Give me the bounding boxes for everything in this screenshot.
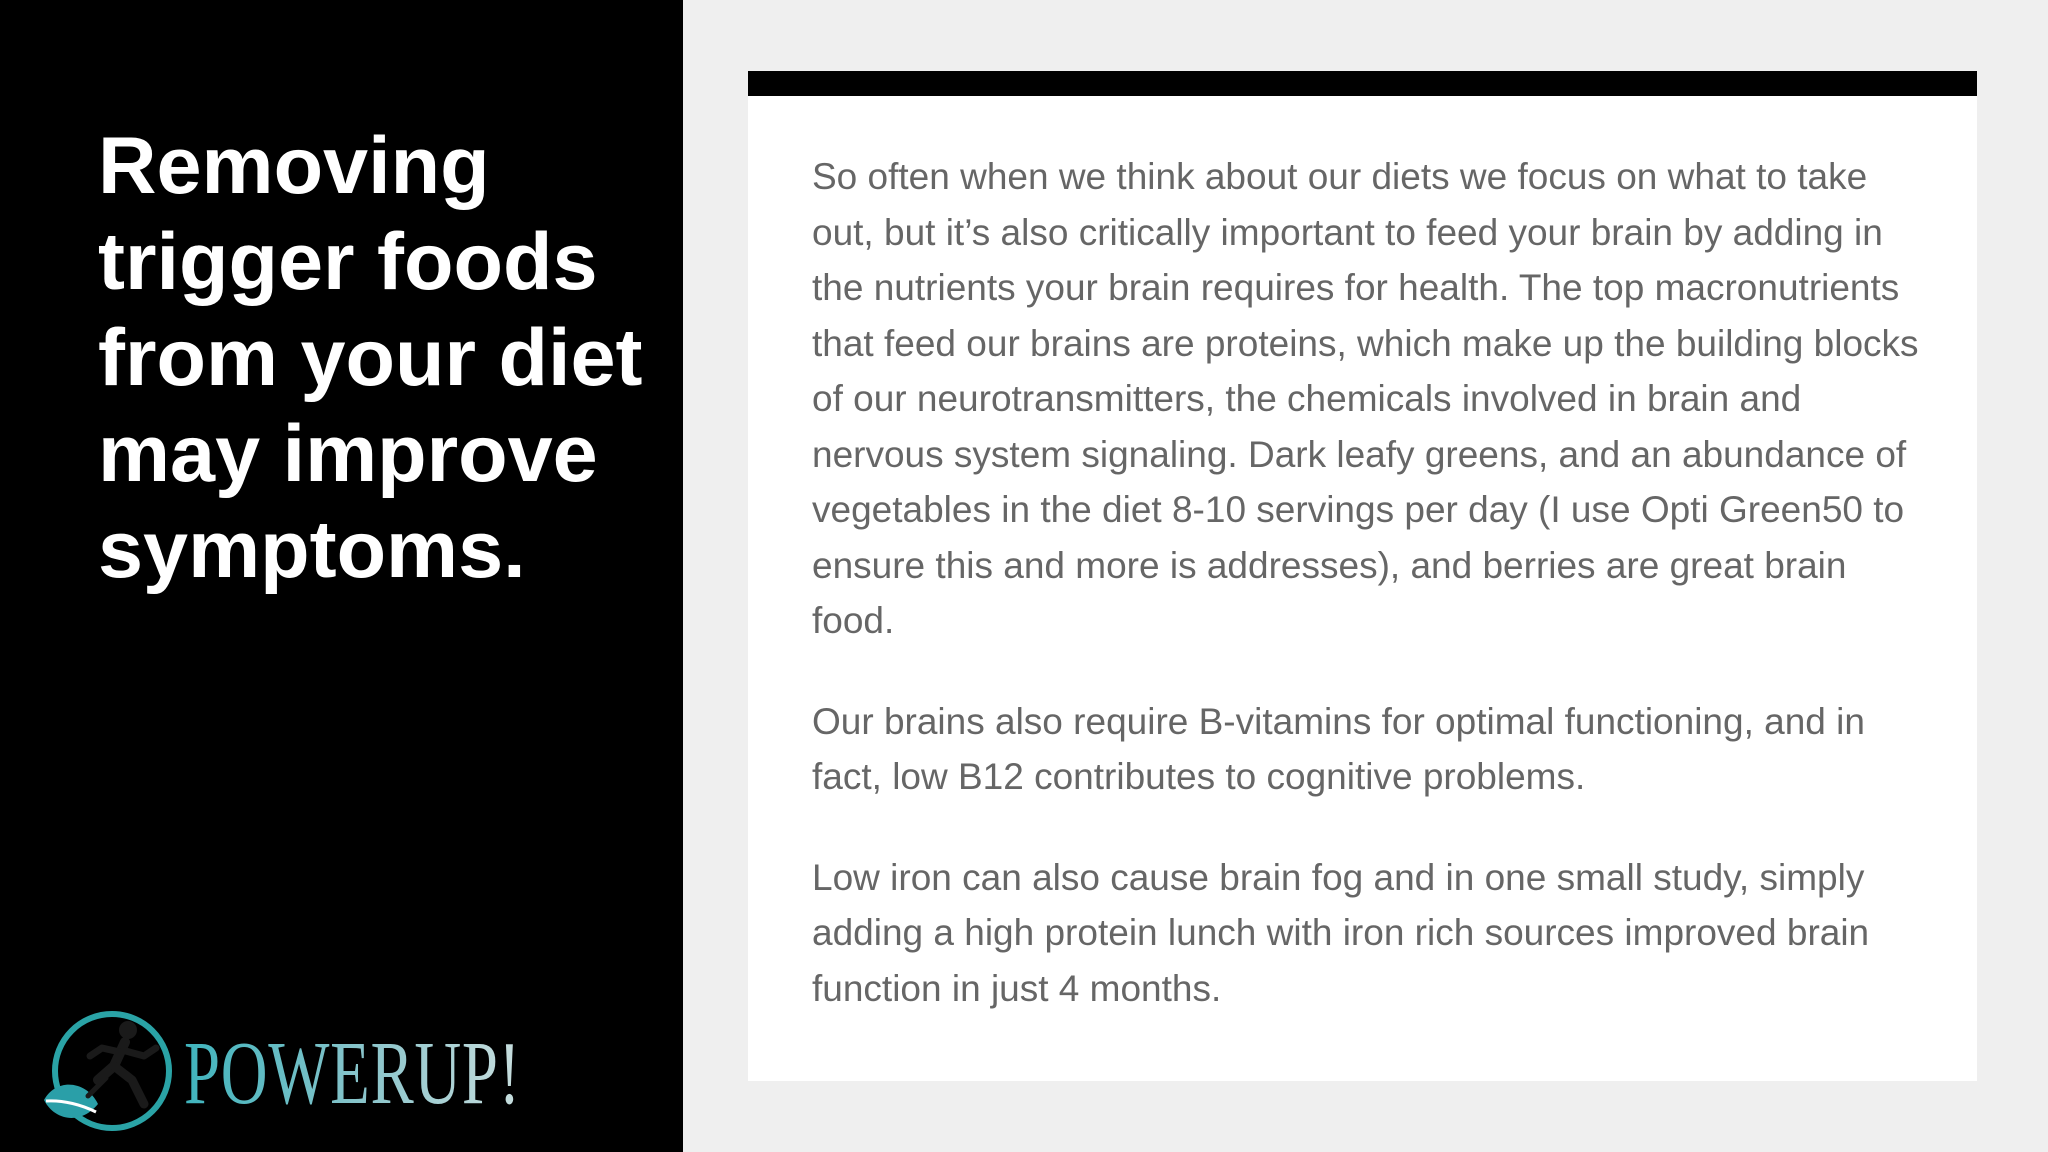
content-card [748, 71, 1977, 1081]
card-top-bar [748, 71, 1977, 96]
runner-leaf-icon [36, 1008, 176, 1138]
logo-wordmark: POWERUP! [184, 1024, 521, 1123]
paragraph-nutrients: So often when we think about our diets we focus on what to take out, but it’s also critically important to feed your brain by adding in the nutrients your brain requires for health. The top macronutrients that feed our brains are proteins, which make up the building blocks of our neurotransmitters, the chemicals involved in brain and nervous system signaling. Dark leafy greens, and an abundance of vegetables in the diet 8-10 servings per day (I use Opti Green50 to ensure this and more is addresses), and berries are great brain food. [812, 156, 1919, 641]
left-panel [0, 0, 683, 1152]
card-body [812, 149, 1922, 1061]
slide-headline: Removing trigger foods from your diet may improve symptoms. [98, 121, 643, 595]
paragraph-iron: Low iron can also cause brain fog and in one small study, simply adding a high protein lunch with iron rich sources improved brain function in just 4 months. [812, 856, 1870, 1009]
powerup-logo [36, 1008, 556, 1138]
paragraph-b-vitamins: Our brains also require B-vitamins for optimal functioning, and in fact, low B12 contributes to cognitive problems. [812, 700, 1865, 797]
